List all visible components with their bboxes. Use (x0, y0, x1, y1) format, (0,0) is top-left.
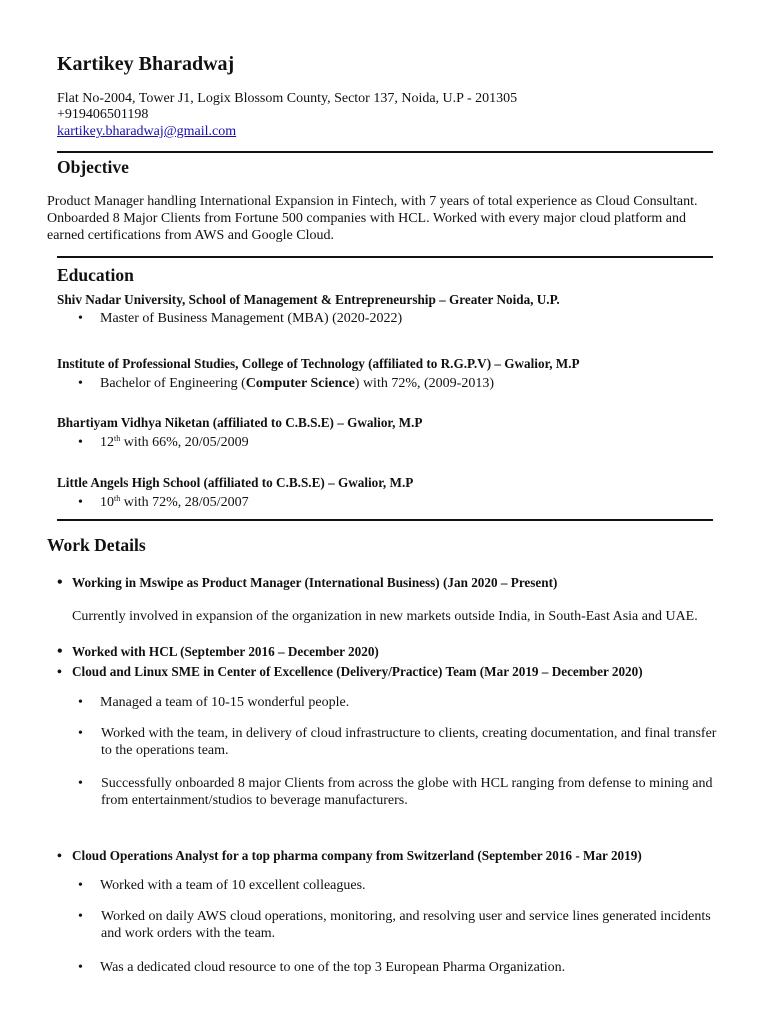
list-item: • Was a dedicated cloud resource to one of the top 3 European Pharma Organization. (78, 960, 566, 975)
email-link[interactable]: kartikey.bharadwaj@gmail.com (57, 124, 237, 139)
education-detail: • Bachelor of Engineering (Computer Science) with 72%, (2009-2013) (78, 376, 494, 391)
education-detail: • 10th with 72%, 28/05/2007 (78, 494, 249, 510)
education-detail: • Master of Business Management (MBA) (2020-2022) (78, 311, 403, 326)
education-detail: • 12th with 66%, 20/05/2009 (78, 434, 249, 450)
section-divider (57, 519, 713, 521)
list-item: • Managed a team of 10-15 wonderful people. (78, 695, 350, 710)
job-title: • Working in Mswipe as Product Manager (International Business) (Jan 2020 – Present) (57, 574, 558, 591)
objective-text: Product Manager handling International Expansion in Fintech, with 7 years of total experience as Cloud Consultant. Onboarded 8 Major Clients from Fortune 500 companies with HCL. Worked with every major cloud platform and earned certifications from AWS and Google Cloud. (47, 194, 698, 243)
section-divider (57, 256, 713, 258)
work-heading: Work Details (47, 535, 146, 555)
list-item: • Successfully onboarded 8 major Clients from across the globe with HCL ranging from defense to mining and from entertainment/studios to beverage manufacturers. (78, 776, 713, 808)
education-institution: Shiv Nadar University, School of Management & Entrepreneurship – Greater Noida, U.P. (57, 292, 560, 307)
education-institution: Institute of Professional Studies, College of Technology (affiliated to R.G.P.V) – Gwalior, M.P (57, 356, 580, 371)
education-institution: Bhartiyam Vidhya Niketan (affiliated to C.B.S.E) – Gwalior, M.P (57, 415, 423, 430)
section-divider (57, 151, 713, 153)
education-heading: Education (57, 265, 134, 285)
education-institution: Little Angels High School (affiliated to C.B.S.E) – Gwalior, M.P (57, 475, 414, 490)
address: Flat No-2004, Tower J1, Logix Blossom County, Sector 137, Noida, U.P - 201305 (57, 91, 518, 106)
job-title: • Cloud and Linux SME in Center of Excellence (Delivery/Practice) Team (Mar 2019 – December 2020) (57, 664, 643, 680)
list-item: • Worked with the team, in delivery of cloud infrastructure to clients, creating documentation, and final transfer to the operations team. (78, 726, 717, 758)
phone: +919406501198 (57, 107, 149, 122)
job-title: • Worked with HCL (September 2016 – December 2020) (57, 643, 379, 660)
list-item: • Worked with a team of 10 excellent colleagues. (78, 878, 366, 893)
objective-heading: Objective (57, 157, 129, 177)
job-description: Currently involved in expansion of the organization in new markets outside India, in South-East Asia and UAE. (72, 609, 698, 624)
candidate-name: Kartikey Bharadwaj (57, 53, 235, 75)
job-title: • Cloud Operations Analyst for a top pharma company from Switzerland (September 2016 - Mar 2019) (57, 848, 642, 864)
list-item: • Worked on daily AWS cloud operations, monitoring, and resolving user and service lines generated incidents and work orders with the team. (78, 909, 711, 941)
